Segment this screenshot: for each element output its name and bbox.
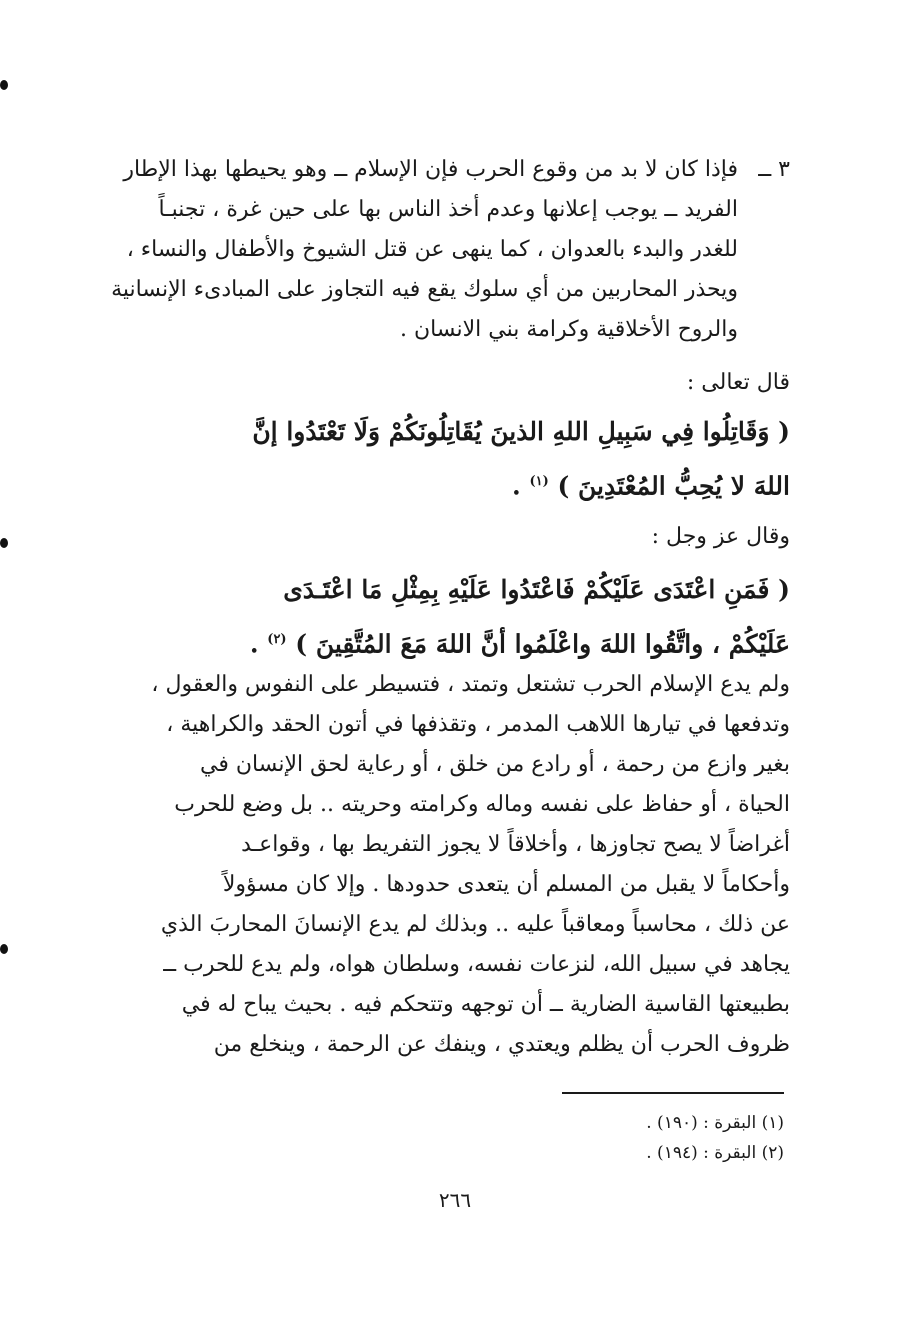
footnote-1: (١) البقرة : (١٩٠) . [646,1113,784,1133]
verse-intro [110,363,790,403]
footnote-2: (٢) البقرة : (١٩٤) . [646,1143,784,1163]
text-line: بطبيعتها القاسية الضارية ــ أن توجهه وتتحكم فيه . بحيث يباح له في [181,992,790,1017]
text-line: للغدر والبدء بالعدوان ، كما ينهى عن قتل الشيوخ والأطفال والنساء ، [126,237,738,262]
footnote-divider [562,1092,784,1094]
verse-intro [110,517,790,557]
text-line: ظروف الحرب أن يظلم ويعتدي ، وينفك عن الرحمة ، وينخلع من [213,1032,790,1057]
scan-edge-mark [0,944,8,954]
text-line: يجاهد في سبيل الله، لنزعات نفسه، وسلطان هواه، ولم يدع للحرب ــ [163,952,790,977]
paragraph-point-3 [110,150,790,350]
verse-intro-text: قال تعالى : [686,370,790,395]
footnotes [562,1108,784,1168]
verse-line: عَلَيْكُمْ ، واتَّقُوا اللهَ واعْلَمُوا أنَّ اللهَ مَعَ المُتَّقِينَ ) $^{(٢)}$ . [249,629,790,659]
quran-verse-2 [110,565,790,665]
footnote-ref: (٢) [267,632,287,647]
text-line: والروح الأخلاقية وكرامة بني الانسان . [400,317,738,342]
text-line: ٣ ــفإذا كان لا بد من وقوع الحرب فإن الإسلام ــ وهو يحيطها بهذا الإطار [110,150,790,190]
text-line: ويحذر المحاربين من أي سلوك يقع فيه التجاوز على المبادىء الإنسانية [111,277,738,302]
text-line: الفريد ــ يوجب إعلانها وعدم أخذ الناس بها على حين غرة ، تجنبـاً [158,197,738,222]
text-line: وأحكاماً لا يقبل من المسلم أن يتعدى حدودها . وإلا كان مسؤولاً [222,872,790,897]
scan-edge-mark [0,538,8,548]
footnote-ref: (١) [529,474,549,489]
page-number: ٢٦٦ [438,1188,472,1212]
verse-line: اللهَ لا يُحِبُّ المُعْتَدِينَ ) $^{(١)}$ . [512,471,790,501]
text-line: الحياة ، أو حفاظ على نفسه وماله وكرامته وحريته .. بل وضع للحرب [174,792,790,817]
scan-edge-mark [0,80,8,90]
text-line: وتدفعها في تيارها اللاهب المدمر ، وتقذفها في أتون الحقد والكراهية ، [166,712,790,737]
item-number: ٣ ــ [758,157,790,182]
quran-verse-1 [110,407,790,507]
text-line: بغير وازع من رحمة ، أو رادع من خلق ، أو رعاية لحق الإنسان في [199,752,790,777]
text-line: عن ذلك ، محاسباً ومعاقباً عليه .. وبذلك لم يدع الإنسانَ المحاربَ الذي [160,912,790,937]
verse-line: ( وَقَاتِلُوا فِي سَبِيلِ اللهِ الذينَ يُقَاتِلُونَكُمْ وَلَا تَعْتَدُوا إنَّ [252,417,790,446]
verse-intro-text: وقال عز وجل : [651,524,790,549]
text-line: ولم يدع الإسلام الحرب تشتعل وتمتد ، فتسيطر على النفوس والعقول ، [151,672,790,697]
body-paragraph [110,665,790,1065]
text-line: أغراضاً لا يصح تجاوزها ، وأخلاقاً لا يجوز التفريط بها ، وقواعـد [241,832,790,857]
verse-line: ( فَمَنِ اعْتَدَى عَلَيْكُمْ فَاعْتَدُوا عَلَيْهِ بِمِثْلِ مَا اعْتَـدَى [283,575,790,604]
